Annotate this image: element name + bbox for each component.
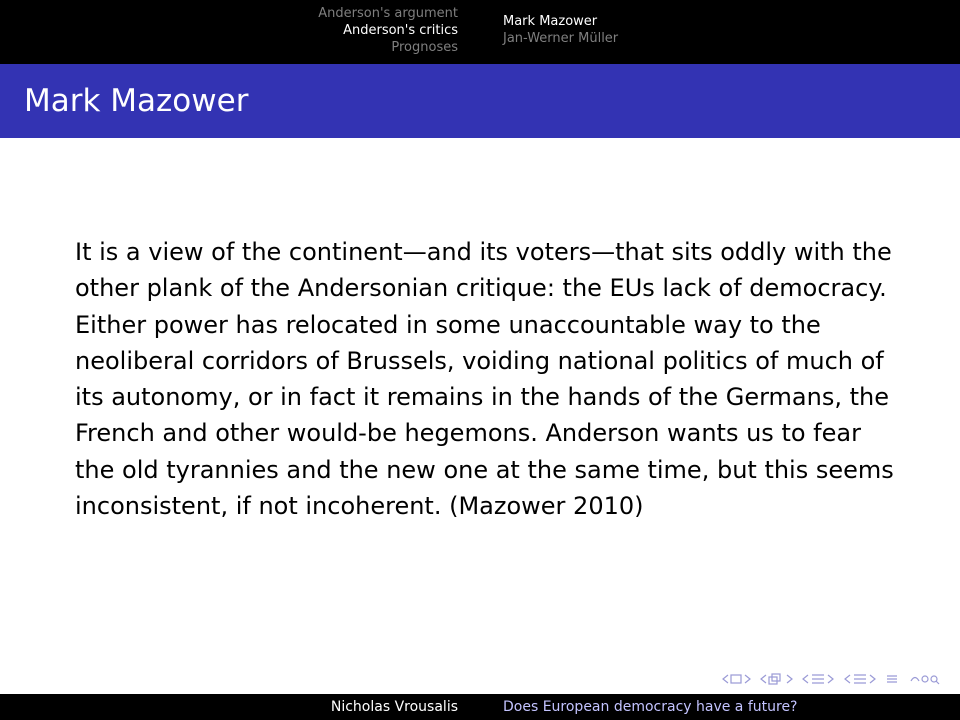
- section-navigation: [0, 0, 479, 64]
- navigation-symbols: [722, 669, 940, 689]
- search-icon[interactable]: [886, 673, 940, 685]
- subsection-link-mark-mazower[interactable]: Mark Mazower: [503, 14, 598, 29]
- footer-bar: [0, 694, 960, 720]
- subsection-navigation: [479, 0, 960, 64]
- quote-body: It is a view of the continent—and its voters—that sits oddly with the other plank of the Andersonian critique: the EUs lack of democracy. Either power has relocated in some unaccountable way to the neoliberal corridors of Brussels, voiding national politics of much of its autonomy, or in fact it remains in the hands of the Germans, the French and other would-be hegemons. Anderson wants us to fear the old tyrannies and the new one at the same time, but this seems inconsistent, if not incoherent. (Mazower 2010): [75, 238, 894, 521]
- frame-nav-icon[interactable]: [722, 673, 752, 685]
- subsection-nav-icon[interactable]: [760, 673, 794, 685]
- section-nav-icon[interactable]: [802, 673, 836, 685]
- subsection-link-jan-werner-muller[interactable]: Jan-Werner Müller: [503, 31, 619, 46]
- document-nav-icon[interactable]: [844, 673, 878, 685]
- frame-title: Mark Mazower: [0, 64, 960, 138]
- headline-bar: [0, 0, 960, 64]
- footer-title: Does European democracy have a future?: [479, 694, 960, 720]
- section-link-andersons-critics[interactable]: Anderson's critics: [343, 23, 458, 38]
- footer-author: Nicholas Vrousalis: [0, 694, 479, 720]
- section-link-andersons-argument[interactable]: Anderson's argument: [318, 6, 458, 21]
- section-link-prognoses[interactable]: Prognoses: [391, 40, 458, 55]
